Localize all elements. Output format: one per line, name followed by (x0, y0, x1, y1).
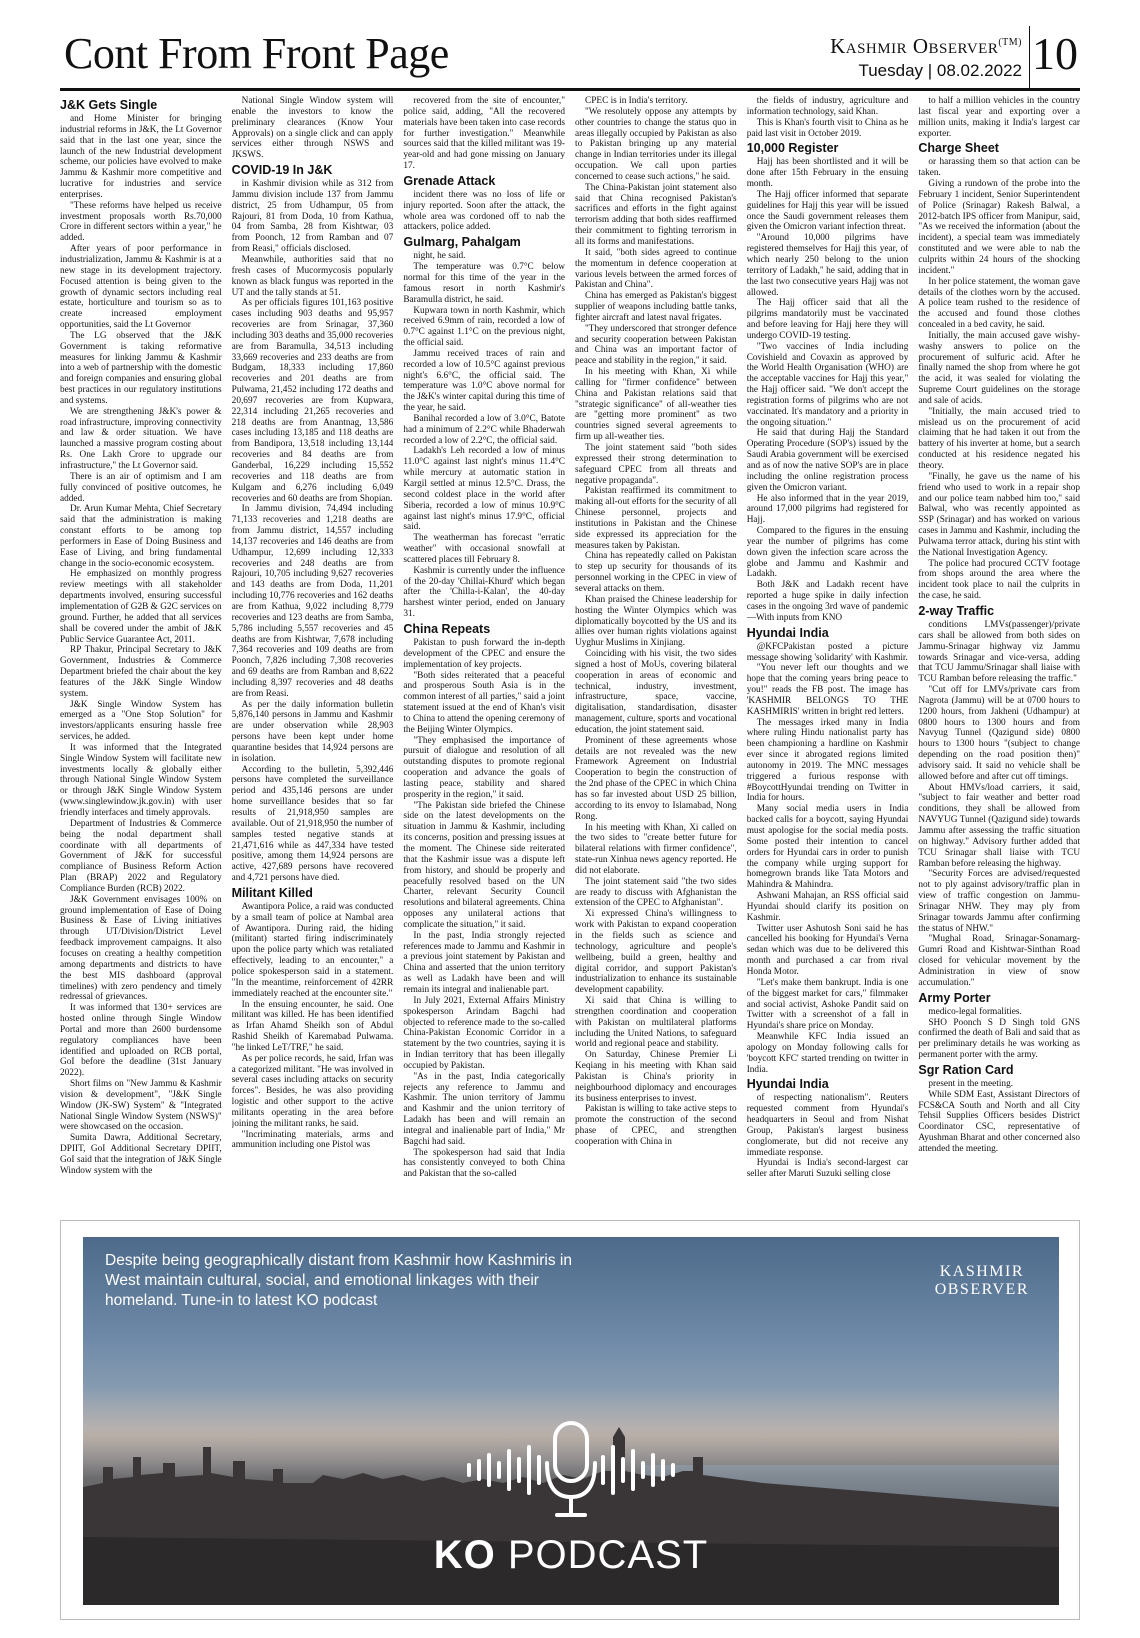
paragraph: The spokesperson had said that India has consistently conveyed to both China and Pakistan that the so-called (403, 1147, 566, 1180)
paragraph: He said that during Hajj the Standard Operating Procedure (SOP's) issued by the Saudi Arabia government will be exercised and as of now the native SOP's are in place including the online registration process given the Omicron variant. (746, 428, 909, 493)
paragraph: He also informed that in the year 2019, around 17,000 pilgrims had registered for Hajj. (746, 493, 909, 526)
paragraph: J&K Government envisages 100% on ground implementation of Ease of Doing Business & Ease of Living initiatives through UT/Division/District Level feedback improvement campaigns. It also focuses on creating a healthy competition among departments and districts to have the best MIS dashboard (approval timelines) with zero pendency and timely redressal of grievances. (60, 894, 222, 1003)
column-2 (232, 96, 394, 1212)
paragraph: Both J&K and Ladakh recent have reported a huge spike in daily infection cases in the ongoing 3rd wave of pandemic—With inputs from KNO (746, 580, 909, 623)
paragraph: In Jammu division, 74,494 including 71,133 recoveries and 1,218 deaths are from Jammu district, 14,557 including 14,137 recoveries and 146 deaths are from Udhampur, 12,699 including 12,333 recoveries and 248 deaths are from Rajouri, 10,705 including 9,627 recoveries and 143 deaths are from Doda, 11,201 including 10,776 recoveries and 162 deaths are from Kathua, 9,022 including 8,779 recoveries and 123 deaths are from Samba, 5,786 including 5,557 recoveries and 45 deaths are from Kishtwar, 7,678 including 7,364 recoveries and 109 deaths are from Poonch, 7,826 including 7,308 recoveries and 69 deaths are from Ramban and 8,622 including 8,397 recoveries and 48 deaths are from Reasi. (231, 504, 394, 699)
paragraph: "The Pakistan side briefed the Chinese side on the latest developments on the situation in Jammu & Kashmir, including its concerns, position and pressing issues at the moment. The Chinese side reiterated that the Kashmir issue was a dispute left from history, and should be properly and peacefully resolved based on the UN Charter, relevant Security Council resolutions and bilateral agreements. China opposes any unilateral actions that complicate the situation," it said. (403, 800, 566, 930)
paragraph: According to the bulletin, 5,392,446 persons have completed the surveillance period and 435,146 persons are under home surveillance besides that so far results of 21,918,950 samples are available. Out of 21,918,950 the number of samples tested negative stands at 21,471,616 while as 447,334 have tested positive, among them 14,924 persons are active, 427,689 persons have recovered and 4,721 persons have died. (231, 764, 394, 884)
ad-headline: Despite being geographically distant from Kashmir how Kashmiris in West maintain cultural, social, and emotional linkages with their homeland. Tune-in to latest KO podcast (105, 1252, 572, 1309)
paragraph: Initially, the main accused gave wishy-washy answers to police on the procurement of sulfuric acid. After he finally named the shop from where he got the acid, it was sealed for violating the Supreme Court guidelines on the storage and sale of acids. (918, 330, 1081, 406)
paragraph: In the past, India strongly rejected references made to Jammu and Kashmir in a previous joint statement by Pakistan and China and asserted that the union territory as well as Ladakh have been and will remain its integral and inalienable part. (403, 930, 566, 995)
paragraph-group (232, 179, 394, 884)
paragraph: "They emphasised the importance of pursuit of dialogue and resolution of all outstanding disputes to promote regional cooperation and advance the goals of lasting peace, stability and shared prosperity in the region," it said. (403, 735, 566, 800)
ad-brand-logo (935, 1263, 1029, 1299)
paragraph: Kupwara town in north Kashmir, which received 6.9mm of rain, recorded a low of 0.7°C against 1.1°C on the previous night, the official said. (403, 305, 566, 349)
paragraph: present in the meeting. (928, 1078, 1014, 1089)
brand-line-1: KASHMIR (939, 1263, 1024, 1280)
paragraph: The Hajj officer informed that separate guidelines for Hajj this year will be issued once the Saudi government releases them given the Omicron variant infection threat. (746, 189, 909, 233)
paragraph: The LG observed that the J&K Government is taking reformative measures for linking Jammu & Kashmir into a web of partnership with the domestic and foreign companies and ensuring global best practices in our regulatory institutions and systems. (60, 330, 222, 406)
paragraph: National Single Window system will enable the investors to know the preliminary clearances (Know Your Approvals) on a single click and can apply services either through NSWS and JKSWS. (231, 96, 394, 161)
paragraph: "Security Forces are advised/requested not to ply against advisory/traffic plan in view of traffic congestion on Jammu-Srinagar NHW. They may ply from Srinagar towards Jammu after confirming the status of NHW." (918, 869, 1081, 934)
paragraph: "We resolutely oppose any attempts by other countries to change the status quo in areas illegally occupied by Pakistan as also to Pakistan bringing up any material change in Indian territories under its illegal occupation. We call upon parties concerned to cease such actions," he said. (575, 106, 737, 182)
podcast-word: PODCAST (507, 1533, 709, 1577)
paragraph: Giving a rundown of the probe into the February 1 incident, Senior Superintendent of Police (Srinagar) Rakesh Balwal, a 2012-batch IPS officer from Manipur, said, "As we received the information (about the incident), a special team was immediately constituted and we were able to nab the culprits within 24 hours of the shocking incident." (918, 179, 1081, 276)
paragraph: Short films on "New Jammu & Kashmir vision & development", "J&K Single Window (JK-SW) System" & "Integrated National Single Window System (NSWS)" were showcased on the occasion. (60, 1079, 222, 1133)
paragraph: As per the daily information bulletin 5,876,140 persons in Jammu and Kashmir are under observation while 28,903 persons have been kept under home quarantine besides that 14,924 persons are in isolation. (231, 699, 394, 764)
paragraph: In his meeting with Khan, Xi called on the two sides to "create better future for bilateral relations with firmer confidence", state-run Xinhua news agency reported. He did not elaborate. (575, 822, 737, 876)
article-heading: COVID-19 In J&K (231, 163, 333, 178)
paragraph: It was informed that the Integrated Single Window System will facilitate new investments locally & globally either through National Single Window System or through J&K Single Window System (www.singlewindow.jk.gov.in) with user friendly interfaces and timely approvals. (60, 742, 222, 818)
paragraph-group (918, 620, 1080, 989)
article-heading: Hyundai India (746, 1077, 829, 1092)
paragraph: "Let's make them bankrupt. India is one of the biggest market for cars," filmmaker and social activist, Ashoke Pandit said on Twitter with a screenshot of a fall in Hyundai's share price on Monday. (746, 977, 909, 1032)
paragraph: The China-Pakistan joint statement also said that China recognised Pakistan's sacrifices and efforts in the fight against terrorism adding that both sides reaffirmed their commitment to fighting terrorism in all its forms and manifestations. (575, 182, 737, 247)
paragraph-group (747, 157, 909, 623)
paragraph: The joint statement said "both sides expressed their strong determination to safeguard CPEC from all threats and negative propaganda". (575, 443, 737, 486)
article-heading: Sgr Ration Card (918, 1062, 1014, 1077)
paragraph: Ladakh's Leh recorded a low of minus 11.0°C against last night's minus 11.4°C while mercury at automatic station in Kargil settled at minus 12.5°C. Drass, the second coldest place in the world after Siberia, recorded a low of minus 10.9°C against last night's minus 17.9°C, official said. (403, 446, 566, 533)
paragraph: After years of poor performance in industrialization, Jammu & Kashmir is at a new stage in its development trajectory. Focused attention is being given to the growth of dynamic sectors including real estate, horticulture and tourism so as to create increased employment opportunities, said the Lt Governor (60, 244, 222, 331)
paragraph: Twitter user Ashutosh Soni said he has cancelled his booking for Hyundai's Verna sedan which was due to be delivered this month and purchased a car from rival Honda Motor. (746, 923, 909, 977)
trademark: (TM) (998, 37, 1022, 48)
paragraph: "They underscored that stronger defence and security cooperation between Pakistan and China was an important factor of peace and stability in the region," it said. (575, 323, 737, 367)
article-heading: Charge Sheet (918, 141, 999, 156)
paragraph: of respecting nationalism". Reuters requested comment from Hyundai's headquarters in Seoul and from Nishat Group, Pakistan's largest business conglomerate, but did not receive any immediate response. (746, 1093, 909, 1158)
paper-name (830, 34, 1022, 59)
paragraph: This is Khan's fourth visit to China as he paid last visit in October 2019. (746, 117, 909, 139)
paragraph: On Saturday, Chinese Premier Li Keqiang in his meeting with Khan said Pakistan is China's priority in neighbourhood diplomacy and encourages its business enterprises to invest. (575, 1050, 737, 1104)
paragraph: "Mughal Road, Srinagar-Sonamarg-Gumri Road and Kishtwar-Sinthan Road closed for vehicular movement by the Administration in view of snow accumulation." (918, 934, 1081, 988)
paragraph: As per officials figures 101,163 positive cases including 903 deaths and 95,957 recoveries are from Srinagar, 37,360 including 303 deaths and 35,000 recoveries are from Baramulla, 34,513 including 33,669 recoveries and 233 deaths are from Budgam, 18,333 including 17,860 recoveries and 201 deaths are from Pulwama, 21,452 including 172 deaths and 20,697 recoveries are from Kupwara, 22,314 including 21,265 recoveries and 218 deaths are from Anantnag, 13,586 cases including 13,185 and 118 deaths are from Bandipora, 13,518 including 13,144 recoveries and 84 deaths are from Ganderbal, 16,229 including 15,552 recoveries and 118 deaths are from Kulgam and 6,276 including 6,049 recoveries and 60 deaths are from Shopian. (231, 298, 394, 504)
paragraph: In July 2021, External Affairs Ministry spokesperson Arindam Bagchi had objected to reference made to the so-called China-Pakistan Economic Corridor in a statement by the two countries, saying it is in Indian territory that has been illegally occupied by Pakistan. (403, 995, 566, 1071)
paragraph-group (403, 190, 565, 233)
paragraph-group (403, 251, 565, 620)
column-6 (918, 96, 1080, 1212)
column-1 (60, 96, 222, 1212)
paragraph: RP Thakur, Principal Secretary to J&K Government, Industries & Commerce Department briefed the chair about the key features of the J&K Single Window system. (60, 645, 222, 699)
paragraph: SHO Poonch S D Singh told GNS confirmed the death of Bali and said that as per preliminary details he was working as permanent porter with the army. (918, 1017, 1081, 1061)
paragraph: The Hajj officer said that all the pilgrims mandatorily must be vaccinated and before leaving for Hajj here they will undergo COVID-19 testing. (746, 298, 909, 341)
article-heading: 2-way Traffic (918, 603, 995, 618)
paragraph: Pakistan to push forward the in-depth development of the CPEC and ensure the implementation of key projects. (403, 637, 566, 670)
article-heading: Hyundai India (746, 625, 829, 640)
paragraph-group (232, 96, 394, 161)
masthead (60, 26, 1080, 91)
paragraph: incident there was no loss of life or injury reported. Soon after the attack, the whole area was cordoned off to nab the attackers, police added. (403, 189, 566, 233)
paragraph: Jammu received traces of rain and recorded a low of 10.5°C against previous night's 6.6°C, the official said. The temperature was 1.0°C above normal for the J&K's winter capital during this time of the year, he said. (403, 348, 566, 414)
paragraph: Banihal recorded a low of 3.0°C, Batote had a minimum of 2.2°C while Bhaderwah recorded a low of 2.2°C, the official said. (403, 413, 566, 446)
paragraph: It was informed that 130+ services are hosted online through Single Window Portal and more than 2600 burdensome regulatory compliances have been identified and uploaded on RCB portal, GoI before the deadline (31st January 2022). (60, 1003, 222, 1079)
paragraph: In his meeting with Khan, Xi while calling for "firmer confidence" between China and Pakistan relations said that "strategic significance" of all-weather ties are "getting more prominent" as two countries signed several agreements to firm up all-weather ties. (575, 367, 737, 443)
paragraph: Xi expressed China's willingness to work with Pakistan to expand cooperation in the fields such as science and technology, agriculture and people's wellbeing, build a green, healthy and digital corridor, and support Pakistan's industrialization to enhance its sustainable development capability. (575, 909, 737, 996)
paragraph-group (747, 1093, 909, 1180)
paragraph-group (918, 1007, 1080, 1061)
column-3 (403, 96, 565, 1212)
issue-date: Tuesday | 08.02.2022 (858, 61, 1022, 80)
paragraph: About HMVs/load carriers, it said, "subject to fair weather and better road conditions, they shall be allowed from NAVYUG Tunnel (Qazigund side) towards Jammu after assessing the traffic situation on highway." Advisory further added that TCU Srinagar shall liaise with TCU Ramban before releasing the highway. (918, 782, 1081, 869)
paragraph: The joint statement said "the two sides are ready to discuss with Afghanistan the extension of the CPEC to Afghanistan". (575, 876, 737, 909)
paragraph: Meanwhile, authorities said that no fresh cases of Mucormycosis popularly known as black fungus was reported in the UT and the tally stands at 51. (231, 254, 394, 298)
paragraph: "Incriminating materials, arms and ammunition including one Pistol was (231, 1129, 394, 1151)
paragraph: The temperature was 0.7°C below normal for this time of the year in the famous resort in north Kashmir's Baramulla district, he said. (403, 262, 566, 305)
paragraph: Meanwhile KFC India issued an apology on Monday following calls for 'boycott KFC' started trending on twitter in India. (746, 1032, 909, 1075)
masthead-right (830, 34, 1022, 81)
article-heading: Army Porter (918, 990, 991, 1005)
paragraph: He emphasized on monthly progress review meetings with all stakeholder departments involved, ensuring successful implementation of G2B & G2C services on ground. Further, he added that all services shall be covered under the ambit of J&K Public Service Guarantee Act, 2011. (60, 569, 222, 645)
column-5 (747, 96, 909, 1212)
page-number: 10 (1029, 26, 1080, 88)
paragraph: "Both sides reiterated that a peaceful and prosperous South Asia is in the common interest of all parties," said a joint statement issued at the end of Khan's visit to China to attend the opening ceremony of the Beijing Winter Olympics. (403, 670, 566, 735)
paragraph: medico-legal formalities. (928, 1006, 1022, 1017)
paragraph-group (575, 96, 737, 1148)
paragraph: Hyundai is India's second-largest car seller after Maruti Suzuki selling close (746, 1158, 909, 1180)
column-4 (575, 96, 737, 1212)
paragraph-group (747, 642, 909, 1076)
paragraph: "Finally, he gave us the name of his friend who used to work in a repair shop and our police team nabbed him too," said Balwal, who was recently appointed as SSP (Srinagar) and has worked on various cases in Jammu and Kashmir, including the Pulwama terror attack, during his stint with the National Investigation Agency. (918, 471, 1081, 558)
paragraph: The messages irked many in India where ruling Hindu nationalist party has been championing a hardline on Kashmir ever since it abrogated regions limited autonomy in 2019. The MNC messages triggered a furious response with #BoycottHyundai trending on Twitter in India for hours. (746, 717, 909, 804)
paragraph: conditions LMVs(passenger)/private cars shall be allowed from both sides on Jammu-Srinagar highway viz Jammu towards Srinagar and vice-versa, adding that TCU Jammu/Srinagar shall liaise with TCU Ramban before releasing the traffic." (918, 619, 1081, 685)
paragraph: Dr. Arun Kumar Mehta, Chief Secretary said that the administration is making constant efforts to be among top performers in Ease of Doing Business and Ease of Living, and bring fundamental change in the socio-economic ecosystem. (60, 504, 222, 569)
paragraph: We are strengthening J&K's power & road infrastructure, improving connectivity and law & order situation. We have launched a massive program costing about Rs. One Lakh Crore to upgrade our infrastructure," the Lt Governor said. (60, 406, 222, 471)
paragraph: "As in the past, India categorically rejects any reference to Jammu and Kashmir. The union territory of Jammu and Kashmir and the union territory of Ladakh has been and will remain an integral and inalienable part of India," Mr Bagchi had said. (403, 1071, 566, 1147)
paragraph: Xi said that China is willing to strengthen coordination and cooperation with Pakistan on multilateral platforms including the United Nations, to safeguard world and regional peace and stability. (575, 996, 737, 1050)
paragraph: Sumita Dawra, Additional Secretary, DPIIT, GoI Additional Secretary DPIIT, GoI said that the integration of J&K Single Window system with the (60, 1133, 222, 1176)
paragraph: Hajj has been shortlisted and it will be done after 15th February in the ensuing month. (746, 157, 909, 190)
paragraph: and Home Minister for bringing industrial reforms in J&K, the Lt Governor said that in the last one year, since the launch of the new Industrial development scheme, our policies have evolved to make Jammu & Kashmir more competitive and lucrative for industries and service enterprises. (60, 114, 222, 200)
paragraph: China has repeatedly called on Pakistan to step up security for thousands of its personnel working in the CPEC in view of several attacks on them. (575, 551, 737, 594)
ad-background-image (83, 1237, 1059, 1605)
paragraph: Ashwani Mahajan, an RSS official said Hyundai should clarify its position on Kashmir. (746, 891, 909, 923)
paragraph: "Around 10,000 pilgrims have registered themselves for Hajj this year, of which nearly 250 belong to the union territory of Ladakh," he said, adding that in the last two consecutive years Hajj was not allowed. (746, 233, 909, 298)
paragraph-group (918, 157, 1080, 602)
article-heading: Militant Killed (231, 885, 313, 900)
paragraph: "Two vaccines of India including Covishield and Covaxin as approved by the World Health Organisation (WHO) are the acceptable vaccines for Hajj this year," the Hajj officer said. "We don't accept the registration forms of pilgrims who are not vaccinated. It's mandatory and a priority in the ongoing situation." (746, 341, 909, 428)
paragraph: to half a million vehicles in the country last fiscal year and exporting over a million units, making it India's largest car exporter. (918, 96, 1081, 139)
podcast-advertisement[interactable] (60, 1220, 1080, 1620)
article-heading: Gulmarg, Pahalgam (403, 235, 521, 250)
paragraph: The weatherman has forecast "erratic weather" with occasional snowfall at scattered places till February 8. (403, 533, 566, 565)
article-heading: J&K Gets Single (60, 98, 158, 112)
paragraph: in Kashmir division while as 312 from Jammu division include 137 from Jammu district, 25 from Udhampur, 05 from Rajouri, 81 from Doda, 10 from Kathua, 04 from Samba, 28 from Kishtwar, 03 from Poonch, 12 from Ramban and 07 from Reasi," officials disclosed. (231, 179, 394, 255)
paragraph: CPEC is in India's territory. (585, 96, 688, 106)
paragraph: China has emerged as Pakistan's biggest supplier of weapons including battle tanks, fighter aircraft and latest naval frigates. (575, 291, 737, 323)
paragraph: Khan praised the Chinese leadership for hosting the Winter Olympics which was diplomatically boycotted by the US and its allies over human rights violations against Uyghur Muslims in Xinjiang. (575, 594, 737, 649)
paragraph: Awantipora Police, a raid was conducted by a small team of police at Nambal area of Awantipora. During raid, the hiding (militant) started firing indiscriminately upon the police party which was retaliated effectively, leading to an encounter," a police spokesperson said in a statement. "In the meantime, reinforcement of 42RR immediately reached at the encounter site." (231, 901, 394, 999)
paragraph-group (918, 96, 1080, 139)
paragraph: or harassing them so that action can be taken. (918, 157, 1081, 179)
paragraph-group (403, 638, 565, 1180)
paragraph: Coinciding with his visit, the two sides signed a host of MoUs, covering bilateral cooperation in areas of economic and technical, industry, investment, infrastructure, space, vaccine, digitalisation, standardisation, disaster management, culture, sports and vocational education, the joint statement said. (575, 649, 737, 735)
paragraph: There is an air of optimism and I am fully convinced of positive outcomes, he added. (60, 471, 222, 504)
paragraph: "These reforms have helped us receive investment proposals worth Rs.70,000 Crore in different sectors within a year," he added. (60, 200, 222, 244)
brand-line-2: OBSERVER (934, 1281, 1029, 1298)
paragraph: Department of Industries & Commerce being the nodal department shall coordinate with all departments of Government of J&K for successful compliance of Business Reform Action Plan (BRAP) 2022 and Regulatory Compliance Burden (RCB) 2022. (60, 818, 222, 894)
paragraph: night, he said. (413, 251, 466, 262)
paragraph: "You never left our thoughts and we hope that the coming years bring peace to you!" reads the FB post. The image has 'KASHMIR BELONGS TO THE KASHMIRIS' written in bright red letters. (746, 663, 909, 717)
paragraph: While SDM East, Assistant Directors of FCS&CA South and North and all City Tehsil Supplies Officers besides District Coordinator CSC, representative of Ayushman Bharat and other concerned also attended the meeting. (918, 1089, 1081, 1154)
paragraph: Pakistan reaffirmed its commitment to making all-out efforts for the security of all Chinese personnel, projects and institutions in Pakistan and the Chinese side expressed its appreciation for the measures taken by Pakistan. (575, 486, 737, 551)
article-heading: China Repeats (403, 621, 491, 636)
podcast-ko: KO (433, 1533, 496, 1577)
paragraph: As per police records, he said, Irfan was a categorized militant. "He was involved in several cases including attacks on security forces". Besides, he was also providing logistic and other support to the active militants operating in the area before joining the militant ranks, he said. (231, 1053, 394, 1129)
paper-name-text: Kashmir Observer (830, 34, 999, 58)
paragraph-group (60, 114, 222, 1177)
article-heading: Grenade Attack (403, 173, 496, 188)
paragraph: In the ensuing encounter, he said. One militant was killed. He has been identified as Irfan Ahamd Sheikh son of Abdul Rashid Sheikh of Karemabad Pulwama. "he linked LeT/TRF," he said. (231, 999, 394, 1053)
paragraph: The police had procured CCTV footage from shops around the area where the incident took place to nail the culprits in the case, he said. (918, 558, 1081, 602)
paragraph: J&K Single Window System has emerged as a "One Stop Solution" for investors/applicants ensuring hassle free services, he added. (60, 699, 222, 743)
paragraph: Compared to the figures in the ensuing year the number of pilgrims has come down given the infection scare across the globe and Jammu and Kashmir and Ladakh. (746, 526, 909, 580)
paragraph: It said, "both sides agreed to continue the momentum in defence cooperation at various levels between the armed forces of Pakistan and China". (575, 247, 737, 291)
paragraph-group (747, 96, 909, 139)
podcast-title (83, 1533, 1059, 1578)
paragraph-group (403, 96, 565, 172)
paragraph: "Cut off for LMVs/private cars from Nagrota (Jammu) will be at 0700 hours to 1200 hours, from Jakheni (Udhampur) at 0800 hours to 1300 hours and from Navyug Tunnel (Qazigund side) 0800 hours to 1300 hours "(subject to change depending on the road position then)" advisory said. It said no vehicle shall be allowed before and after cut off timings. (918, 685, 1081, 782)
paragraph: "Initially, the main accused tried to mislead us on the procurement of acid claiming that he had taken it out from the battery of his inverter at home, but a search conducted at his residence negated his theory. (918, 406, 1081, 471)
paragraph: Many social media users in India backed calls for a boycott, saying Hyundai must apologise for the social media posts. Some posted their intention to cancel orders for Hyundai cars in order to punish the company while urging support for homegrown brands like Tata Motors and Mahindra & Mahindra. (746, 804, 909, 891)
page-title: Cont From Front Page (64, 29, 449, 78)
microphone-icon (463, 1417, 679, 1527)
paragraph: the fields of industry, agriculture and information technology, said Khan. (746, 96, 909, 117)
paragraph: Kashmir is currently under the influence of the 20-day 'Chillai-Khurd' which began after the 'Chilla-i-Kalan', the 40-day harshest winter period, ended on January 31. (403, 565, 566, 620)
paragraph: In her police statement, the woman gave details of the clothes worn by the accused. A police team rushed to the residence of the accused and found those clothes concealed in a bed cavity, he said. (918, 276, 1081, 331)
paragraph: recovered from the site of encounter," police said, adding, "All the recovered materials have been taken into case records for further investigation." Meanwhile sources said that the killed militant was 19-year-old and had gone missing on January 17. (403, 96, 566, 172)
paragraph-group (232, 902, 394, 1151)
article-columns (60, 96, 1080, 1212)
paragraph: Pakistan is willing to take active steps to promote the construction of the second phase of CPEC, and strengthen cooperation with China in (575, 1104, 737, 1147)
paragraph: @KFCPakistan posted a picture message showing 'solidarity' with Kashmir. (746, 641, 909, 663)
paragraph-group (918, 1079, 1080, 1155)
paragraph: Prominent of these agreements whose details are not revealed was the new Framework Agreement on Industrial Cooperation to begin the construction of the 2nd phase of the CPEC in which China has so far invested about USD 25 billion, according to its envoy to Islamabad, Nong Rong. (575, 735, 737, 822)
article-heading: 10,000 Register (746, 141, 839, 156)
